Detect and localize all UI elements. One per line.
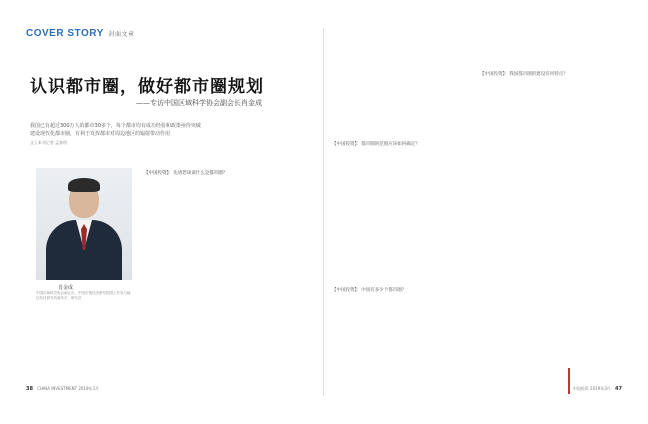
section-tag [26,28,135,39]
question-4-block [480,70,620,80]
right-magazine-name: 中国投资 2019年3月 [572,386,611,391]
magazine-spread [18,28,630,396]
footer-right [573,386,622,392]
portrait-photo [36,168,132,280]
question-3: 【中国投资】：中国有多少个都市圈？ [332,288,407,293]
lede-line-1: 我国已有超过300万人的都市30多个，每个都市均有成功经验和政策亟待突破 [30,123,201,129]
bookmark-ribbon [568,368,570,394]
question-3-block [332,286,472,296]
left-magazine-name: CHINA INVESTMENT 2019年3月 [37,386,100,391]
section-label-en: COVER STORY [26,28,104,39]
footer-left [26,386,99,392]
article-lede [30,122,306,138]
photo-caption: 中国区域科学协会副会长、中国宏观经济研究院国土开发与地区经济研究所原所长、研究员 [36,291,131,300]
portrait-hair [68,178,100,192]
article-headline: 认识都市圈，做好都市圈规划 [30,77,264,97]
right-page [324,28,630,396]
byline: 文 | 本刊记者 孟春明 [30,140,68,145]
photo-name: 肖金成 [58,285,74,291]
right-page-number: 47 [615,386,622,392]
section-label-zh: 封面文章 [108,32,135,38]
lede-line-2: 建设现代化都市圈，有利于发挥都市对周边地区的辐射带动作用 [30,131,171,137]
question-1: 【中国投资】：先请您谈谈什么是都市圈？ [144,171,228,176]
article-subhead: ——专访中国区域科学协会副会长肖金成 [136,99,262,107]
left-page-number: 38 [26,386,33,392]
question-2: 【中国投资】：都市圈的范围应该如何确定？ [332,142,420,147]
left-page [18,28,324,396]
question-2-block [332,140,472,150]
question-4: 【中国投资】：我国都市圈的建设有何特点？ [480,72,568,77]
